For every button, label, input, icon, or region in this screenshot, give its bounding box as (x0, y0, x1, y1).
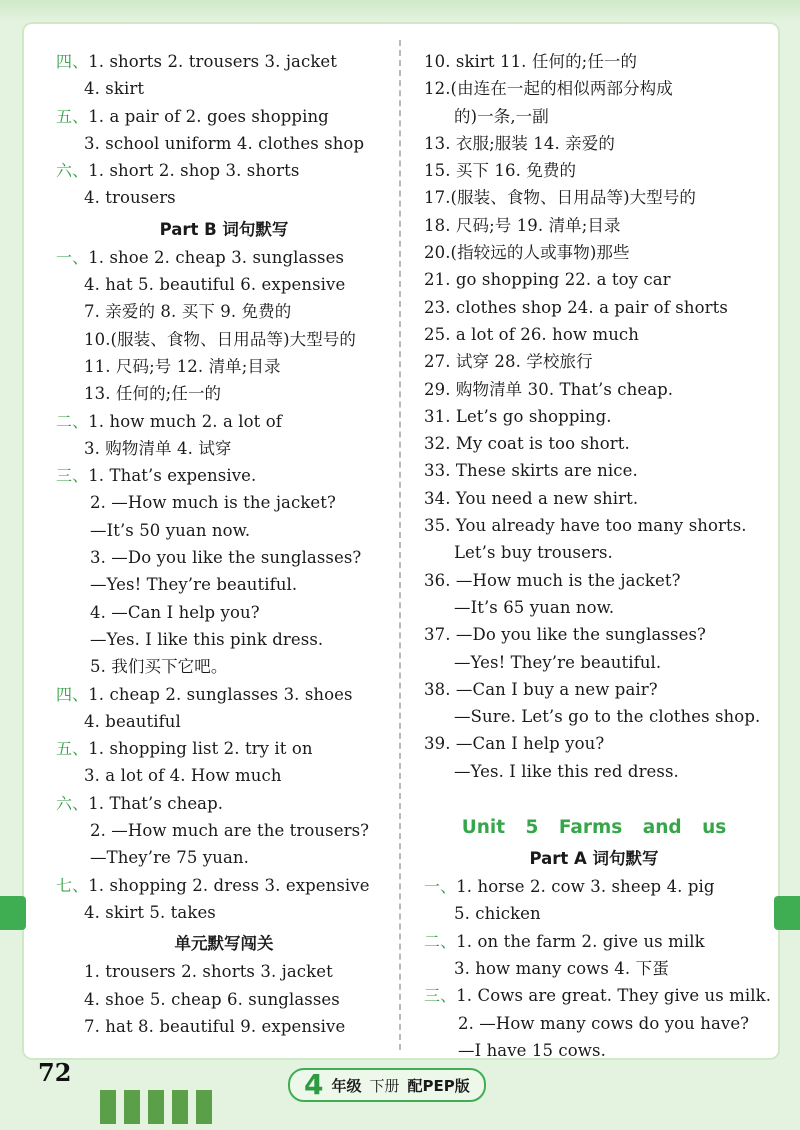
answer-text: —I have 15 cows. (458, 1040, 606, 1060)
grade-label: 年级 (331, 1076, 362, 1095)
answer-line (56, 626, 392, 653)
question-number: 六、 (56, 161, 89, 181)
answer-line (56, 184, 392, 211)
answer-text: 3. school uniform 4. clothes shop (84, 133, 365, 153)
answer-line (424, 457, 764, 484)
answer-line (424, 48, 764, 75)
answer-line (56, 844, 392, 871)
answer-line (56, 790, 392, 817)
answer-text: 4. —Can I help you? (90, 602, 260, 622)
answer-text: 34. You need a new shirt. (424, 488, 639, 508)
answer-text: 29. 购物清单 30. That’s cheap. (424, 379, 674, 399)
question-number: 三、 (424, 986, 457, 1006)
answer-text: 1. shopping list 2. try it on (88, 739, 313, 759)
answer-text: 4. beautiful (84, 711, 181, 731)
question-number: 七、 (56, 875, 89, 895)
answer-text: Let’s buy trousers. (454, 543, 613, 563)
unit-title: Unit 5 Farms and us (461, 817, 727, 839)
answer-line (424, 321, 764, 348)
answer-line (56, 681, 392, 708)
answer-text: 4. trousers (84, 188, 176, 208)
question-number: 四、 (56, 52, 89, 71)
answer-line (56, 48, 392, 75)
answer-text: 15. 买下 16. 免费的 (424, 161, 577, 181)
answer-text: 10. skirt 11. 任何的;任一的 (424, 52, 638, 71)
answer-text: 38. —Can I buy a new pair? (424, 679, 658, 699)
question-number: 五、 (56, 106, 89, 126)
answer-text: 20.(指较远的人或事物)那些 (424, 243, 630, 263)
answer-text: 2. —How much are the trousers? (90, 821, 370, 841)
answer-text: —It’s 65 yuan now. (454, 597, 615, 617)
answer-line (56, 958, 392, 985)
question-number: 一、 (424, 877, 457, 897)
volume-label: 下册 (369, 1076, 400, 1095)
answer-text: 1. on the farm 2. give us milk (456, 931, 705, 951)
answer-line (56, 462, 392, 489)
answer-line (424, 103, 764, 130)
answer-line (56, 157, 392, 184)
answer-text: 23. clothes shop 24. a pair of shorts (424, 297, 728, 317)
answer-text: 的)一条,一副 (454, 106, 549, 126)
answer-line (424, 539, 764, 566)
answer-line (56, 899, 392, 926)
answer-line (424, 184, 764, 211)
page-number: 72 (38, 1058, 72, 1087)
edition-label: 配PEP版 (407, 1076, 470, 1095)
answer-line (424, 730, 764, 757)
answer-line (56, 326, 392, 353)
answer-line (424, 157, 764, 184)
answer-text: 5. 我们买下它吧。 (90, 657, 228, 677)
answer-line (424, 348, 764, 375)
question-number: 五、 (56, 739, 89, 759)
answer-line (424, 130, 764, 157)
section-title: Part B 词句默写 (159, 219, 289, 239)
answer-line (424, 239, 764, 266)
answer-line (424, 900, 764, 927)
answer-text: 2. —How many cows do you have? (458, 1013, 750, 1033)
answer-line (56, 817, 392, 844)
answer-text: 10.(服装、食物、日用品等)大型号的 (84, 329, 357, 349)
answer-line (56, 435, 392, 462)
answer-line (424, 758, 764, 785)
answer-line (424, 294, 764, 321)
answer-text: 18. 尺码;号 19. 清单;目录 (424, 215, 621, 235)
question-number: 三、 (56, 466, 89, 486)
answer-line (56, 408, 392, 435)
answer-text: 1. shoe 2. cheap 3. sunglasses (88, 247, 345, 267)
answer-line (56, 762, 392, 789)
answer-text: 1. cheap 2. sunglasses 3. shoes (88, 684, 353, 704)
answer-text: 1. trousers 2. shorts 3. jacket (84, 962, 333, 982)
answer-line (56, 380, 392, 407)
answer-line (424, 594, 764, 621)
answer-line (424, 567, 764, 594)
answer-text: 36. —How much is the jacket? (424, 570, 681, 590)
answer-text: 1. horse 2. cow 3. sheep 4. pig (456, 877, 715, 897)
answer-text: 3. a lot of 4. How much (84, 766, 282, 786)
answer-line (56, 986, 392, 1013)
answer-text: 13. 衣服;服装 14. 亲爱的 (424, 133, 615, 153)
answer-line (56, 571, 392, 598)
answer-text: 4. skirt (84, 79, 145, 99)
answer-line (424, 703, 764, 730)
answer-text: 32. My coat is too short. (424, 434, 630, 454)
answer-line (56, 599, 392, 626)
answer-text: 1. That’s expensive. (88, 466, 257, 486)
answer-line (56, 75, 392, 102)
answer-text: —They’re 75 yuan. (90, 848, 249, 868)
column-divider (399, 40, 401, 1050)
right-edge-tab (774, 896, 800, 930)
answer-text: 1. a pair of 2. goes shopping (88, 106, 329, 126)
answer-text: 7. 亲爱的 8. 买下 9. 免费的 (84, 302, 292, 322)
question-number: 二、 (424, 931, 457, 951)
answer-text: 11. 尺码;号 12. 清单;目录 (84, 356, 281, 376)
answer-text: —Yes! They’re beautiful. (454, 652, 662, 672)
spacer (424, 785, 764, 807)
answer-text: 4. skirt 5. takes (84, 902, 216, 922)
answer-line (56, 517, 392, 544)
page-top-edge (0, 0, 800, 22)
answer-line (56, 544, 392, 571)
answer-line (424, 1010, 764, 1037)
answer-text: 1. That’s cheap. (88, 793, 224, 813)
answer-line (424, 873, 764, 900)
answer-line (424, 928, 764, 955)
question-number: 一、 (56, 247, 89, 267)
answer-line (56, 1013, 392, 1040)
answer-text: 3. —Do you like the sunglasses? (90, 548, 362, 568)
answer-line (424, 376, 764, 403)
answer-line (424, 512, 764, 539)
left-column (56, 48, 392, 1040)
answer-text: 1. shopping 2. dress 3. expensive (88, 875, 370, 895)
answer-text: —Yes. I like this red dress. (454, 761, 679, 781)
answer-line (56, 353, 392, 380)
answer-line (424, 982, 772, 1009)
answer-text: 1. how much 2. a lot of (88, 411, 283, 431)
grade-number: 4 (304, 1068, 324, 1101)
answer-text: 7. hat 8. beautiful 9. expensive (84, 1016, 346, 1036)
answer-text: 27. 试穿 28. 学校旅行 (424, 352, 593, 372)
answer-line (424, 649, 764, 676)
answer-text: 3. how many cows 4. 下蛋 (454, 958, 669, 978)
answer-text: —Sure. Let’s go to the clothes shop. (454, 707, 761, 727)
section-title: 单元默写闯关 (174, 934, 274, 954)
answer-line (424, 266, 764, 293)
answer-line (56, 271, 392, 298)
answer-line (424, 621, 764, 648)
answer-line (56, 244, 392, 271)
answer-line (56, 872, 392, 899)
answer-line (56, 103, 392, 130)
answer-line (56, 708, 392, 735)
answer-line (424, 485, 764, 512)
question-number: 六、 (56, 793, 89, 813)
edition-badge (288, 1068, 486, 1102)
answer-text: 2. —How much is the jacket? (90, 493, 336, 513)
answer-text: 33. These skirts are nice. (424, 461, 638, 481)
answer-line (424, 75, 764, 102)
answer-text: 4. hat 5. beautiful 6. expensive (84, 275, 346, 295)
answer-line (424, 403, 764, 430)
answer-text: 3. 购物清单 4. 试穿 (84, 438, 232, 458)
answer-text: 17.(服装、食物、日用品等)大型号的 (424, 188, 697, 208)
answer-line (56, 130, 392, 157)
question-number: 二、 (56, 411, 89, 431)
answer-text: —Yes! They’re beautiful. (90, 575, 298, 595)
answer-text: 5. chicken (454, 904, 541, 924)
question-number: 四、 (56, 684, 89, 704)
answer-text: 1. shorts 2. trousers 3. jacket (88, 52, 338, 71)
answer-line (56, 298, 392, 325)
answer-line (424, 955, 764, 982)
answer-text: 1. short 2. shop 3. shorts (88, 161, 300, 181)
answer-text: —It’s 50 yuan now. (90, 520, 251, 540)
answer-line (56, 489, 392, 516)
answer-text: 31. Let’s go shopping. (424, 406, 612, 426)
answer-line (424, 212, 764, 239)
answer-text: 39. —Can I help you? (424, 734, 605, 754)
right-column (424, 48, 772, 1064)
answer-text: 12.(由连在一起的相似两部分构成 (424, 79, 673, 99)
answer-text: 25. a lot of 26. how much (424, 324, 639, 344)
answer-line (424, 1037, 764, 1064)
answer-line (424, 676, 764, 703)
section-title: Part A 词句默写 (529, 849, 659, 869)
left-edge-tab (0, 896, 26, 930)
answer-text: 1. Cows are great. They give us milk. (456, 986, 772, 1006)
answer-text: 4. shoe 5. cheap 6. sunglasses (84, 989, 340, 1009)
answer-text: 37. —Do you like the sunglasses? (424, 625, 706, 645)
answer-line (424, 430, 764, 457)
answer-text: 21. go shopping 22. a toy car (424, 270, 671, 290)
answer-line (56, 735, 392, 762)
answer-line (56, 653, 392, 680)
answer-text: 13. 任何的;任一的 (84, 384, 222, 404)
answer-text: —Yes. I like this pink dress. (90, 629, 324, 649)
answer-text: 35. You already have too many shorts. (424, 516, 747, 536)
